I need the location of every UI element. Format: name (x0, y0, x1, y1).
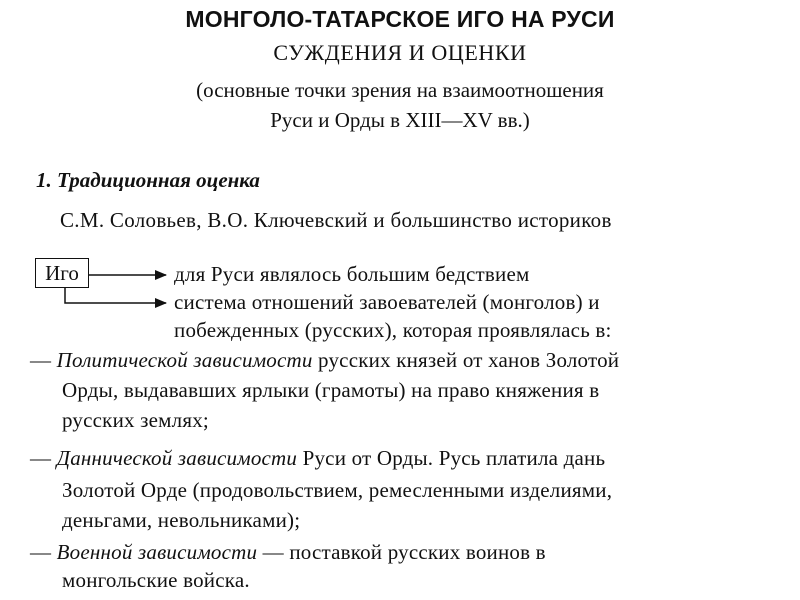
page-title: МОНГОЛО-ТАТАРСКОЕ ИГО НА РУСИ (185, 6, 615, 32)
bullet-dash: — (30, 540, 57, 564)
bullet-political-line-1 (30, 348, 619, 373)
bullet-text: — поставкой русских воинов в (257, 540, 546, 564)
bullet-term: Политической зависимости (56, 348, 313, 372)
bullet-tribute-line-2: Золотой Орде (продовольствием, ремесленными изделиями, (62, 478, 613, 502)
description-line-1: (основные точки зрения на взаимоотношения (196, 78, 604, 102)
bullet-term: Даннической зависимости (56, 446, 298, 470)
bullet-dash: — (30, 348, 57, 372)
bullet-military-line-2: монгольские войска. (62, 568, 250, 592)
branch-b-text-line-1: система отношений завоевателей (монголов) и (174, 290, 600, 314)
branch-b-text-line-2: побежденных (русских), которая проявлялась в: (174, 318, 612, 342)
page-subtitle: СУЖДЕНИЯ И ОЦЕНКИ (273, 40, 527, 65)
bullet-tribute-line-3: деньгами, невольниками); (62, 508, 301, 532)
bullet-political-line-2: Орды, выдававших ярлыки (грамоты) на право княжения в (62, 378, 600, 402)
bullet-dash: — (30, 446, 57, 470)
description-line-2: Руси и Орды в XIII—XV вв.) (270, 108, 530, 132)
bullet-tribute-line-1 (30, 446, 605, 471)
bullet-text: русских князей от ханов Золотой (312, 348, 620, 372)
section-heading: 1. Традиционная оценка (36, 168, 260, 192)
bullet-political-line-3: русских землях; (62, 408, 209, 432)
branch-a-text: для Руси являлось большим бедствием (174, 262, 530, 286)
bullet-term: Военной зависимости (56, 540, 258, 564)
bullet-text: Руси от Орды. Русь платила дань (297, 446, 606, 470)
igo-box: Иго (35, 258, 89, 288)
bullet-military-line-1 (30, 540, 546, 565)
historians-line: С.М. Соловьев, В.О. Ключевский и большинство историков (60, 208, 612, 232)
arrow-to-branch-b (65, 288, 166, 303)
